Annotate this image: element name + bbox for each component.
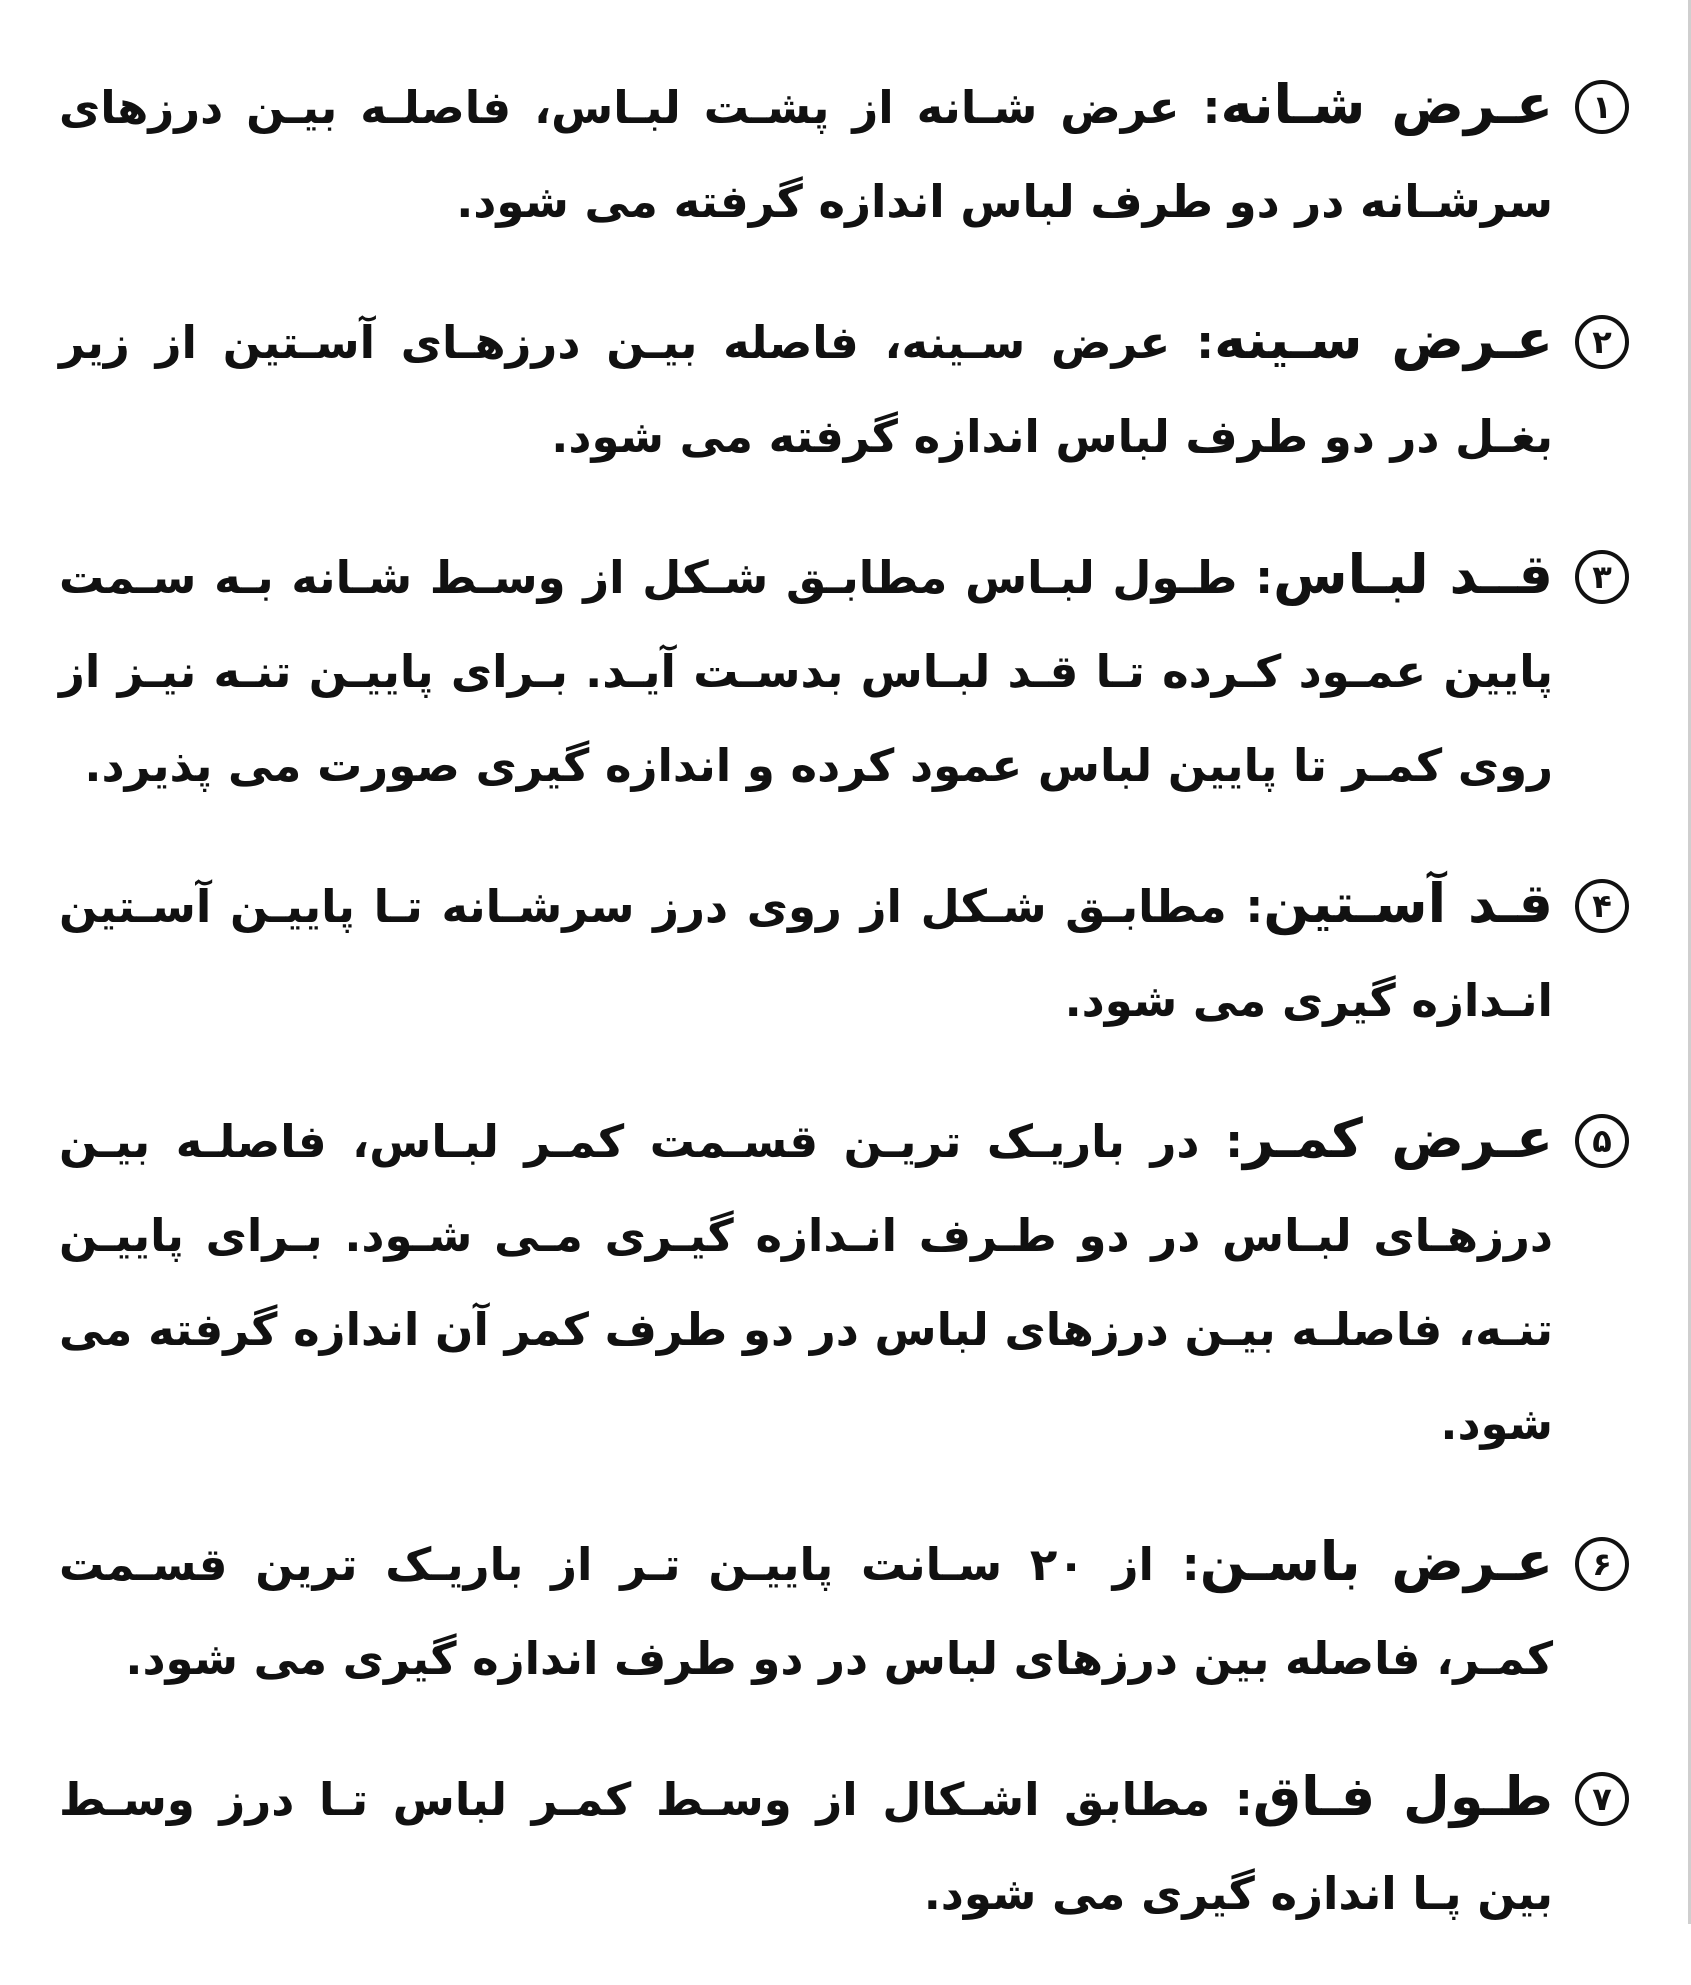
item-term: قــد لبـاس — [1273, 543, 1553, 606]
item-text — [59, 1750, 1553, 1941]
item-term: قـد آسـتین — [1263, 872, 1553, 935]
item-description: مطابـق شـکل از روی درز سرشـانه تـا پاییـن آسـتین انـدازه گیری می شود. — [59, 880, 1553, 1027]
measure-item-garment-length — [59, 528, 1629, 813]
item-text — [59, 293, 1553, 484]
item-text — [59, 857, 1553, 1048]
item-text — [59, 1092, 1553, 1471]
item-number-badge: ۴ — [1575, 879, 1629, 933]
measure-item-chest-width — [59, 293, 1629, 484]
item-colon: : — [1202, 81, 1221, 134]
measure-item-sleeve-length — [59, 857, 1629, 1048]
item-text — [59, 1515, 1553, 1706]
item-description: عرض شـانه از پشـت لبـاس، فاصلـه بیـن درزهای سرشـانه در دو طرف لباس اندازه گرفته می شود. — [59, 81, 1553, 228]
item-number-badge: ۶ — [1575, 1537, 1629, 1591]
item-term: عـرض سـینه — [1214, 308, 1553, 371]
item-number-badge: ۳ — [1575, 550, 1629, 604]
item-colon: : — [1245, 880, 1264, 933]
item-term: عـرض کمـر — [1243, 1107, 1553, 1170]
item-term: عـرض باسـن — [1199, 1530, 1553, 1593]
item-description: طـول لبـاس مطابـق شـکل از وسـط شـانه بـه سـمت پایین عمـود کـرده تـا قـد لبـاس بدسـت آیـد. بـرای پاییـن تنـه نیـز از روی کمـر تا پایین لباس عمود کرده و اندازه گیری صورت می پذیرد. — [59, 551, 1553, 792]
item-text — [59, 528, 1553, 813]
item-description: عرض سـینه، فاصله بیـن درزهـای آسـتین از زیر بغـل در دو طرف لباس اندازه گرفته می شود. — [59, 316, 1553, 463]
item-number-badge: ۲ — [1575, 315, 1629, 369]
measure-item-hip-width — [59, 1515, 1629, 1706]
measure-item-waist-width — [59, 1092, 1629, 1471]
item-colon: : — [1196, 316, 1215, 369]
item-colon: : — [1181, 1538, 1200, 1591]
item-colon: : — [1234, 1773, 1253, 1826]
measure-item-rise-length — [59, 1750, 1629, 1941]
item-number-badge: ۵ — [1575, 1114, 1629, 1168]
item-number-badge: ۷ — [1575, 1772, 1629, 1826]
item-term: طـول فـاق — [1252, 1765, 1554, 1828]
item-description: در باریـک تریـن قسـمت کمـر لبـاس، فاصلـه بیـن درزهـای لبـاس در دو طـرف انـدازه گیـری مـی شـود. بـرای پاییـن تنـه، فاصلـه بیـن درزهای لباس در دو طرف کمر آن اندازه گرفته می شود. — [59, 1115, 1553, 1450]
item-colon: : — [1255, 551, 1274, 604]
item-colon: : — [1225, 1115, 1244, 1168]
item-term: عـرض شـانه — [1220, 73, 1553, 136]
measure-item-shoulder-width — [59, 58, 1629, 249]
measurement-guide — [59, 58, 1629, 1985]
item-description: مطابق اشـکال از وسـط کمـر لباس تـا درز وسـط بین پـا اندازه گیری می شود. — [59, 1773, 1553, 1920]
item-description: از ۲۰ سـانت پاییـن تـر از باریـک ترین قسـمت کمـر، فاصله بین درزهای لباس در دو طرف اندازه گیری می شود. — [59, 1538, 1553, 1685]
item-number-badge: ۱ — [1575, 80, 1629, 134]
item-text — [59, 58, 1553, 249]
